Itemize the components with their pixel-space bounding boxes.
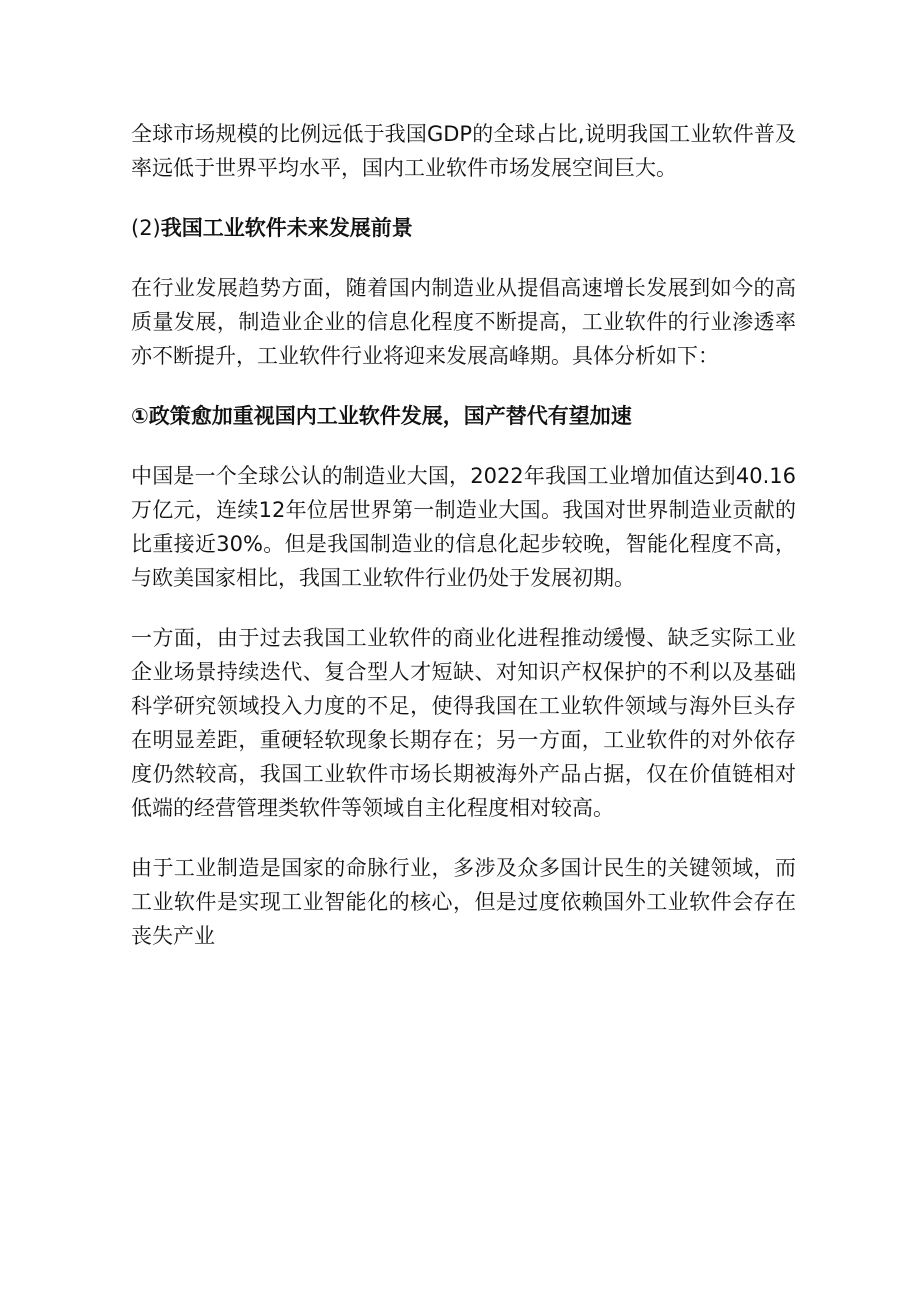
paragraph-intro: 全球市场规模的比例远低于我国GDP的全球占比,说明我国工业软件普及率远低于世界平均水平，国内工业软件市场发展空间巨大。 — [131, 122, 796, 180]
document-body — [131, 117, 796, 953]
paragraph-manufacturing: 中国是一个全球公认的制造业大国，2022年我国工业增加值达到40.16万亿元，连续12年位居世界第一制造业大国。我国对世界制造业贡献的比重接近30%。但是我国制造业的信息化起步较晚，智能化程度不高，与欧美国家相比，我国工业软件行业仍处于发展初期。 — [131, 464, 796, 590]
section-heading-2 — [131, 211, 796, 245]
paragraph-gap: 一方面，由于过去我国工业软件的商业化进程推动缓慢、缺乏实际工业企业场景持续迭代、复合型人才短缺、对知识产权保护的不利以及基础科学研究领域投入力度的不足，使得我国在工业软件领域与海外巨头存在明显差距，重硬轻软现象长期存在；另一方面，工业软件的对外依存度仍然较高，我国工业软件市场长期被海外产品占据，仅在价值链相对低端的经营管理类软件等领域自主化程度相对较高。 — [131, 626, 796, 820]
section-title: 我国工业软件未来发展前景 — [160, 216, 413, 240]
paragraph-trend: 在行业发展趋势方面，随着国内制造业从提倡高速增长发展到如今的高质量发展，制造业企业的信息化程度不断提高，工业软件的行业渗透率亦不断提升，工业软件行业将迎来发展高峰期。具体分析如下： — [131, 276, 796, 368]
paragraph-dependence: 由于工业制造是国家的命脉行业，多涉及众多国计民生的关键领域，而工业软件是实现工业智能化的核心，但是过度依赖国外工业软件会存在丧失产业 — [131, 856, 796, 948]
subsection-heading-1: ①政策愈加重视国内工业软件发展，国产替代有望加速 — [131, 404, 632, 428]
section-number: (2) — [131, 216, 161, 240]
